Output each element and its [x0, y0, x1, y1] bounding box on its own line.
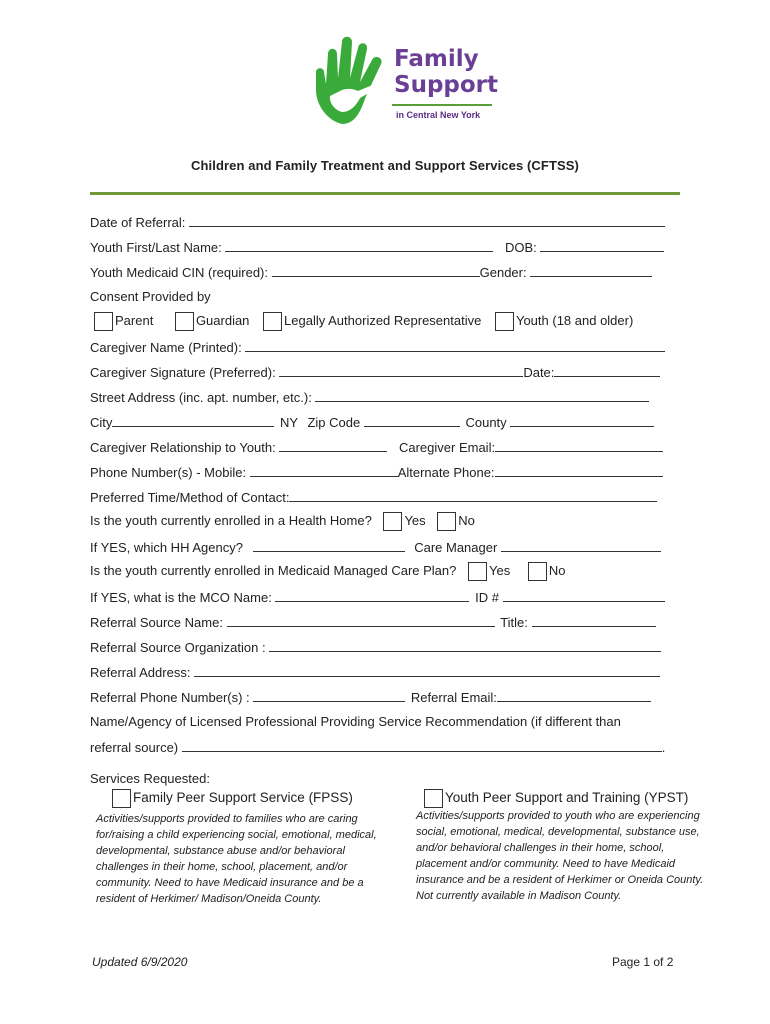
gender-field[interactable] [530, 264, 652, 277]
care-manager-field[interactable] [501, 539, 661, 552]
mmc-yes-checkbox[interactable] [468, 562, 487, 581]
licensed-professional-field[interactable] [182, 739, 662, 752]
consent-parent-label: Parent [115, 312, 154, 328]
row-licensed-professional [90, 739, 665, 756]
city-field[interactable] [112, 414, 274, 427]
phone-mobile-field[interactable] [250, 464, 398, 477]
medicaid-cin-field[interactable] [272, 264, 480, 277]
street-address-field[interactable] [315, 389, 649, 402]
referral-source-org-label: Referral Source Organization : [90, 640, 266, 655]
row-referral-source-org [90, 639, 661, 656]
preferred-contact-field[interactable] [289, 489, 657, 502]
youth-name-label: Youth First/Last Name: [90, 240, 222, 255]
zip-field[interactable] [364, 414, 460, 427]
consent-lar-label: Legally Authorized Representative [284, 312, 482, 328]
caregiver-relationship-label: Caregiver Relationship to Youth: [90, 440, 276, 455]
caregiver-email-field[interactable] [495, 439, 663, 452]
licensed-professional-period: . [661, 740, 666, 755]
health-home-yes-label: Yes [404, 512, 426, 528]
form-title: Children and Family Treatment and Support Services (CFTSS) [191, 158, 579, 173]
hh-agency-field[interactable] [253, 539, 405, 552]
ypst-description: Activities/supports provided to youth who are experiencing social, emotional, medical, developmental, substance use, and/or behavioral challenges in their home, school, placement and/or community. Need to have Medicaid insurance and be a resident of Herkimer or Oneida County. Not currently available in Madison County. [416, 810, 704, 902]
county-label: County [465, 415, 507, 430]
row-mmc [90, 562, 565, 581]
ypst-checkbox[interactable] [424, 789, 443, 808]
alternate-phone-label: Alternate Phone: [397, 465, 495, 480]
caregiver-signature-field[interactable] [279, 364, 523, 377]
page-number: Page 1 of 2 [612, 955, 674, 969]
county-field[interactable] [510, 414, 654, 427]
fpss-option [112, 789, 353, 808]
caregiver-signature-label: Caregiver Signature (Preferred): [90, 365, 276, 380]
row-hh-agency [90, 539, 661, 556]
row-phone [90, 464, 663, 481]
fpss-checkbox[interactable] [112, 789, 131, 808]
city-label: City [90, 415, 113, 430]
health-home-yes-checkbox[interactable] [383, 512, 402, 531]
dob-field[interactable] [540, 239, 664, 252]
hh-agency-label: If YES, which HH Agency? [90, 540, 243, 555]
row-referral-address [90, 664, 660, 681]
row-mco-name [90, 589, 665, 606]
consent-youth-checkbox[interactable] [495, 312, 514, 331]
phone-mobile-label: Phone Number(s) - Mobile: [90, 465, 247, 480]
row-consent-options [92, 312, 633, 331]
referral-title-field[interactable] [532, 614, 656, 627]
consent-label: Consent Provided by [90, 289, 211, 304]
date-label: Date: [523, 365, 555, 380]
updated-date: Updated 6/9/2020 [92, 955, 188, 969]
row-city-zip-county [90, 414, 654, 431]
brand-name [394, 46, 498, 98]
licensed-professional-label-line-1: Name/Agency of Licensed Professional Providing Service Recommendation (if different than [90, 714, 621, 729]
referral-address-field[interactable] [194, 664, 660, 677]
brand-region: in Central New York [396, 110, 481, 120]
fpss-label: Family Peer Support Service (FPSS) [133, 790, 353, 806]
row-referral-phone [90, 689, 651, 706]
referral-phone-field[interactable] [253, 689, 405, 702]
ypst-option [424, 789, 688, 808]
consent-lar-checkbox[interactable] [263, 312, 282, 331]
title-divider [90, 192, 680, 195]
health-home-question: Is the youth currently enrolled in a Health Home? [90, 512, 372, 528]
row-medicaid-cin [90, 264, 652, 281]
caregiver-name-field[interactable] [245, 339, 665, 352]
consent-guardian-label: Guardian [195, 312, 250, 328]
row-preferred-contact [90, 489, 657, 506]
row-caregiver-signature [90, 364, 660, 381]
date-of-referral-label: Date of Referral: [90, 215, 186, 230]
id-label: ID # [475, 590, 499, 605]
consent-guardian-checkbox[interactable] [175, 312, 194, 331]
referral-source-org-field[interactable] [269, 639, 661, 652]
signature-date-field[interactable] [554, 364, 660, 377]
health-home-no-label: No [458, 512, 475, 528]
row-referral-source-name [90, 614, 656, 631]
referral-phone-label: Referral Phone Number(s) : [90, 690, 250, 705]
mco-id-field[interactable] [503, 589, 665, 602]
consent-youth-label: Youth (18 and older) [515, 312, 634, 328]
preferred-contact-label: Preferred Time/Method of Contact: [90, 490, 290, 505]
mco-name-label: If YES, what is the MCO Name: [90, 590, 272, 605]
street-address-label: Street Address (inc. apt. number, etc.): [90, 390, 312, 405]
health-home-no-checkbox[interactable] [437, 512, 456, 531]
row-caregiver-relationship [90, 439, 663, 456]
brand-line-1: Family [394, 46, 479, 72]
caregiver-name-label: Caregiver Name (Printed): [90, 340, 242, 355]
title-label: Title: [500, 615, 528, 630]
referral-email-label: Referral Email: [410, 690, 497, 705]
row-caregiver-name [90, 339, 665, 356]
organization-logo [312, 34, 497, 126]
referral-address-label: Referral Address: [90, 665, 191, 680]
brand-line-2: Support [394, 72, 499, 98]
care-manager-label: Care Manager [414, 540, 498, 555]
row-health-home [90, 512, 475, 531]
zip-label: Zip Code [307, 415, 361, 430]
ny-label: NY [280, 415, 298, 430]
gender-label: Gender: [479, 265, 527, 280]
youth-name-field[interactable] [225, 239, 493, 252]
licensed-professional-label-line-2: referral source) [90, 740, 179, 755]
dob-label: DOB: [505, 240, 537, 255]
mmc-no-checkbox[interactable] [528, 562, 547, 581]
fpss-description: Activities/supports provided to families who are caring for/raising a child experiencing social, emotional, medical, developmental, substance abuse and/or behavioral challenges in their home, school, placement, and/or community. Need to have Medicaid insurance and be a resident of Herkimer/ Madison/Oneida County. [96, 813, 377, 905]
consent-parent-checkbox[interactable] [94, 312, 113, 331]
mmc-question: Is the youth currently enrolled in Medicaid Managed Care Plan? [90, 562, 457, 578]
mco-name-field[interactable] [275, 589, 469, 602]
row-street-address [90, 389, 649, 406]
caregiver-relationship-field[interactable] [279, 439, 387, 452]
row-youth-name [90, 239, 664, 256]
referral-source-name-label: Referral Source Name: [90, 615, 223, 630]
logo-rule [392, 104, 492, 106]
date-of-referral-field[interactable] [189, 214, 665, 227]
ypst-label: Youth Peer Support and Training (YPST) [445, 790, 689, 806]
hand-logo-icon [312, 34, 392, 126]
mmc-no-label: No [548, 562, 566, 578]
medicaid-cin-label: Youth Medicaid CIN (required): [90, 265, 268, 280]
row-date-of-referral [90, 214, 665, 231]
caregiver-email-label: Caregiver Email: [398, 440, 496, 455]
mmc-yes-label: Yes [489, 562, 511, 578]
referral-email-field[interactable] [497, 689, 651, 702]
services-heading: Services Requested: [90, 771, 210, 786]
alternate-phone-field[interactable] [495, 464, 663, 477]
referral-source-name-field[interactable] [227, 614, 495, 627]
